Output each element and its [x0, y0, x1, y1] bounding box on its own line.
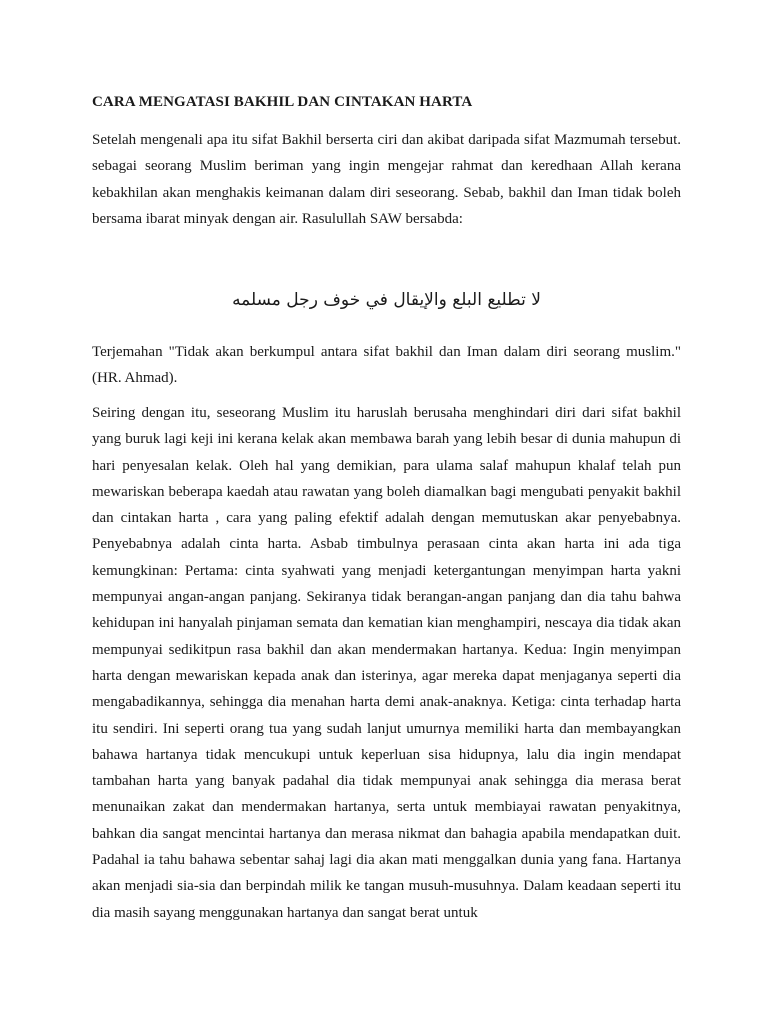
body-paragraph: Seiring dengan itu, seseorang Muslim itu haruslah berusaha menghindari diri dari sifat bakhil yang buruk lagi keji ini kerana kelak akan membawa barah yang lebih besar di dunia mahupun di hari penyesalan kelak. Oleh hal yang demikian, para ulama salaf mahupun khalaf telah pun mewariskan beberapa kaedah atau rawatan yang boleh diamalkan bagi mengubati penyakit bakhil dan cintakan harta , cara yang paling efektif adalah dengan memutuskan akar penyebabnya. Penyebabnya adalah cinta harta. Asbab timbulnya perasaan cinta akan harta ini ada tiga kemungkinan: Pertama: cinta syahwati yang menjadi ketergantungan menyimpan harta yakni mempunyai angan-angan panjang. Sekiranya tidak berangan-angan panjang dan dia tahu bahwa kehidupan ini hanyalah pinjaman semata dan kematian kian menghampiri, nescaya dia tidak akan mempunyai sedikitpun rasa bakhil dan akan mendermakan hartanya. Kedua: Ingin menyimpan harta dengan mewariskan kepada anak dan isterinya, agar mereka dapat menjaganya seperti dia mengabadikannya, sehingga dia menahan harta demi anak-anaknya. Ketiga: cinta terhadap harta itu sendiri. Ini seperti orang tua yang sudah lanjut umurnya memiliki harta dan membayangkan bahawa hartanya tidak mencukupi untuk keperluan sisa hidupnya, lalu dia ingin mendapat tambahan harta yang banyak padahal dia tidak mempunyai anak sehingga dia merasa berat menunaikan zakat dan mendermakan hartanya, serta untuk membiayai rawatan penyakitnya, bahkan dia sangat mencintai hartanya dan merasa nikmat dan bahagia apabila mendapatkan duit. Padahal ia tahu bahawa sebentar sahaj lagi dia akan mati menggalkan dunia yang fana. Hartanya akan menjadi sia-sia dan berpindah milik ke tangan musuh-musuhnya. Dalam keadaan seperti itu dia masih sayang menggunakan hartanya dan sangat berat untuk: [92, 405, 681, 921]
document-title: CARA MENGATASI BAKHIL DAN CINTAKAN HARTA: [92, 94, 473, 110]
translation-paragraph: Terjemahan "Tidak akan berkumpul antara sifat bakhil dan Iman dalam diri seorang muslim." (HR. Ahmad).: [92, 344, 681, 387]
intro-paragraph: Setelah mengenali apa itu sifat Bakhil berserta ciri dan akibat daripada sifat Mazmumah tersebut. sebagai seorang Muslim beriman yang ingin mengejar rahmat dan keredhaan Allah kerana kebakhilan akan menghakis keimanan dalam diri seseorang. Sebab, bakhil dan Iman tidak boleh bersama ibarat minyak dengan air. Rasulullah SAW bersabda:: [92, 132, 681, 227]
arabic-hadith-quote: لا تطليع البلع والإيقال في خوف رجل مسلمه: [232, 290, 541, 310]
